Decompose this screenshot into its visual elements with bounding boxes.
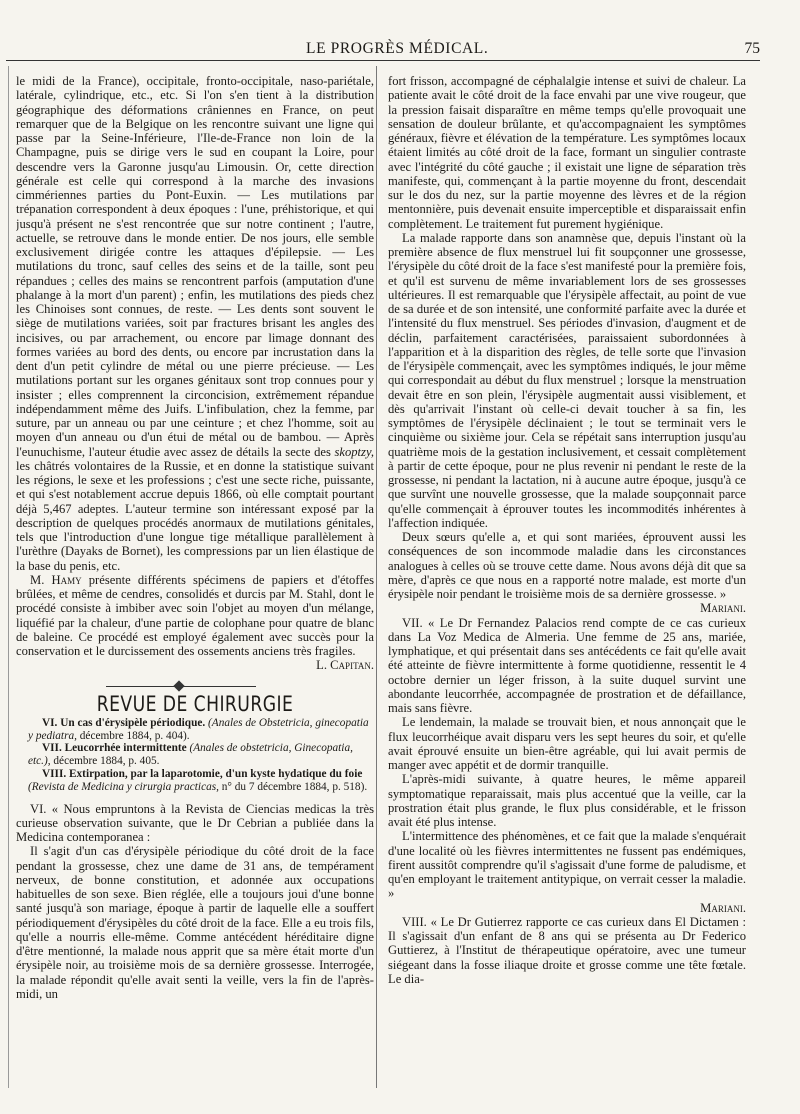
reference-item (16, 768, 374, 794)
ref-date: n° du 7 décembre 1884, p. 518). (221, 780, 368, 793)
reference-item (16, 717, 374, 743)
ref-source: (Anales de Obstetricia, ginecopatia y pediatra, (28, 716, 369, 742)
paragraph (16, 573, 374, 659)
journal-title: LE PROGRÈS MÉDICAL. (306, 40, 489, 57)
ref-date: décembre 1884, p. 405. (53, 755, 160, 768)
paragraph: VIII. « Le Dr Gutierrez rapporte ce cas curieux dans El Dictamen : Il s'agissait d'un enfant de 8 ans qui se présenta au Dr Federico Guttierez, à l'Institut de thérapeutique opératoire, avec une tumeur siégeant dans la fosse iliaque droite et grosse comme une tête fœtale. Le dia- (388, 914, 746, 986)
ref-number: VI. (42, 716, 58, 729)
paragraph: fort frisson, accompagné de céphalalgie intense et suivi de chaleur. La patiente avait le côté droit de la face envahi par une vive rougeur, que la pression faisait disparaître en même temps qu'elle provoquait une sensation de douleur brûlante, et qu'accompagnaient les symptômes généraux, fièvre et élévation de la température. Les symptômes locaux étaient limités au côté droit de la face, formant un singulier contraste avec l'intégrité du côté gauche ; il existait une ligne de séparation très manifeste, qui, commençant à la partie moyenne du front, descendait sur le dos du nez, sur la partie moyenne des lèvres et de la région mentonnière, puis devenait ensuite imperceptible et disparaissait enfin complètement. Le traitement fut purement hygiénique. (388, 74, 746, 231)
paragraph: Deux sœurs qu'elle a, et qui sont mariées, éprouvent aussi les conséquences de son incommode maladie dans les circonstances analogues à celles où se trouve cette dame. Nous avons déjà dit que sa mère, d'après ce que nous en a rapporté notre malade, est morte d'un érysipèle noir pendant le troisième mois de sa dernière grossesse. » (388, 530, 746, 601)
margin-rule (8, 66, 9, 1088)
paragraph: La malade rapporte dans son anamnèse que, depuis l'instant où la première absence de flux menstruel lui fit soupçonner une grossesse, l'érysipèle du côté droit de la face s'est manifesté pour la première fois, et qu'il est survenu de même invariablement lors de ses grossesses ultérieures. Il est remarquable que l'érysipèle affectait, au point de vue de sa durée et de son intensité, une conformité parfaite avec la durée et l'intensité du flux menstruel. Ses périodes d'invasion, d'augment et de déclin, parfaitement caractérisées, paraissaient subordonnées à l'apparition et à la disparition des règles, de telle sorte que l'invasion de l'érysipèle commençait, avec les symptômes indiqués, le jour même qui correspondait au début du flux menstruel ; lorsque la menstruation devait être en son plein, l'érysipèle augmentait aussi visiblement, et dès qu'arrivait l'instant où celle-ci devait toucher à sa fin, les symptômes de l'érysipèle déclinaient ; le tout se terminait vers le cinquième ou sixième jour. Cela se répétait sans interruption jusqu'au quatrième mois de la gestation inclusivement, et cessait complètement à partir de cette époque, pour ne plus revenir ni pendant le reste de la grossesse, ni pendant la lactation, ni à aucune autre époque, jusqu'à ce que survînt une nouvelle grossesse, que la malade soupçonnait parce qu'elle commençait à éprouver toutes les incommodités inhérentes à l'affection indiquée. (388, 230, 746, 530)
ornament-diamond (173, 680, 184, 691)
ref-number: VII. (42, 742, 62, 755)
ref-title: Extirpation, par la laparotomie, d'un kyste hydatique du foie (69, 767, 363, 780)
page-number: 75 (744, 40, 760, 57)
author-name: M. Hamy (30, 572, 82, 587)
signature-text: Mariani. (700, 601, 746, 616)
text: les châtrés volontaires de la Russie, et en donne la statistique suivant les régions, le sexe et les professions ; c'est une secte riche, puissante, et qui s'est notablement accrue depuis 1866, où elle comptait pourtant déjà 5,467 adeptes. L'auteur termine son intéressant exposé par la description de quelques procédés anormaux de mutilations génitales, tels que l'introduction d'une longue tige métallique parallèlement à l'urèthre (Dayaks de Bornet), les compressions par un lien élastique de la base du penis, etc. (16, 458, 374, 573)
paragraph: L'intermittence des phénomènes, et ce fait que la malade s'enquérait d'une localité où les fièvres intermittentes ne fussent pas endémiques, firent aussitôt comprendre qu'il s'agissait d'une forme de paludisme, et qu'en employant le traitement antitypique, on verrait cesser la maladie. » (388, 829, 746, 901)
left-column (16, 74, 374, 1086)
ref-title: Un cas d'érysipèle périodique. (60, 716, 206, 729)
signature (16, 658, 374, 672)
paragraph: L'après-midi suivante, à quatre heures, le même appareil symptomatique reparaissait, mais plus accentué que la veille, car la prostration était plus grande, le flux plus considérable, et le frisson avait été plus intense. (388, 772, 746, 829)
italic-term: skoptzy, (334, 444, 374, 459)
right-column (388, 74, 746, 1086)
ref-date: décembre 1884, p. 404). (79, 729, 190, 742)
section-title: REVUE DE CHIRURGIE (96, 691, 294, 716)
ref-source: (Anales de obstetricia, Ginecopatia, etc.), (28, 742, 353, 768)
paragraph: VI. « Nous empruntons à la Revista de Ciencias medicas la très curieuse observation suivante, que le Dr Cebrian a publiée dans la Medicina contemporanea : (16, 801, 374, 845)
paragraph: VII. « Le Dr Fernandez Palacios rend compte de ce cas curieux dans La Voz Medica de Almeria. Une femme de 25 ans, mariée, lymphatique, et qui présentait dans ses antécédents ce fait qu'elle avait été atteinte de fièvre intermittente à forme quotidienne, ressentit le 4 octobre dernier un léger frisson, à la suite duquel survint une abondante leucorrhée, accompagnée de prostration et de défaillance, mais sans fièvre. (388, 615, 746, 715)
ref-number: VIII. (42, 767, 67, 780)
paragraph (16, 74, 374, 573)
reference-item (16, 742, 374, 768)
text: présente différents spécimens de papiers et d'étoffes brûlées, et même de cendres, consolidés et durcis par M. Stahl, dont le procédé consiste à imbiber avec soin l'objet au moyen d'un mélange, liquéfié par la chaleur, d'une partie de colophane pour quatre de blanc de baleine. Ce procédé est employé également avec succès pour la conservation et le durcissement des ossements anciens très fragiles. (16, 572, 374, 658)
signature (388, 601, 746, 615)
ref-source: (Revista de Medicina y cirurgia practicas, (28, 780, 219, 793)
signature-text: L. Capitan. (316, 658, 374, 673)
text: le midi de la France), occipitale, fronto-occipitale, naso-pariétale, latérale, cylindrique, etc., etc. Si l'on s'en tient à la distribution géographique des déformations crâniennes en France, on peut remarquer que de la Belgique on les rencontre suivant une ligne qui passe par la Seine-Inférieure, l'Ile-de-France non loin de la Champagne, puis se dirige vers le sud en coupant la Loire, pour descendre vers la Garonne jusqu'au Limousin. Or, cette direction générale est celle qui correspond à la marche des invasions cimmériennes parties du Pont-Euxin. — Les mutilations par trépanation correspondent à deux époques : l'une, préhistorique, et qui jusqu'à présent ne s'est rencontrée que sur notre continent ; l'autre, actuelle, se retrouve dans le monde entier. De nos jours, elle semble exclusivement dirigée contre les attaques d'épilepsie. — Les mutilations du tronc, sauf celles des seins et de la taille, sont peu répandues ; celles des mains se rencontrent parfois (amputation d'une phalange à la mort d'un parent) ; enfin, les mutilations des pieds chez les Chinoises sont connues, de reste. — Les dents sont souvent le siège de mutilations variées, soit par fractures brisant les angles des incisives, ou par arrachement, ou encore par limage donnant des formes variées au bord des dents, ou encore par incrustation dans la dent d'un petit cylindre de métal ou une pierre précieuse. — Les mutilations portant sur les organes génitaux sont trop connues pour y insister ; elles comprennent la circoncision, extrêmement répandue indépendamment même des Juifs. L'infibulation, chez la femme, par suture, par un anneau ou par une ceinture ; et chez l'homme, soit au moyen d'un anneau ou d'un étui de métal ou de bambou. — Après l'eunuchisme, l'auteur étudie avec assez de détails la secte des (16, 74, 374, 459)
paragraph: Il s'agit d'un cas d'érysipèle périodique du côté droit de la face pendant la grossesse, chez une dame de 31 ans, de tempérament nerveux, de bonne constitution, et adonnée aux occupations habituelles de son sexe. Bien réglée, elle a toujours joui d'une bonne santé jusqu'à son mariage, époque à partir de laquelle elle a souffert périodiquement d'érysipèles du côté droit de la face. Elle a eu trois fils, qu'elle a nourris elle-même. Comme antécédent héréditaire digne d'être mentionné, la malade nous apprit que sa mère était morte d'un érysipèle noir, au troisième mois de sa dernière grossesse. Interrogée, la malade répondit qu'elle avait senti la veille, vers la fin de l'après-midi, un (16, 844, 374, 1001)
ref-title: Leucorrhée intermittente (64, 742, 187, 755)
paragraph: Le lendemain, la malade se trouvait bien, et nous annonçait que le flux leucorrhéique avait disparu vers les sept heures du soir, et qu'elle avait éprouvé ensuite un bien-être agréable, qui lui avait permis de manger avec appétit et de dormir tranquille. (388, 715, 746, 772)
ornament-divider (16, 681, 374, 691)
signature-text: Mariani. (700, 900, 746, 915)
running-header (6, 38, 760, 61)
signature (388, 901, 746, 915)
column-divider (376, 66, 377, 1088)
